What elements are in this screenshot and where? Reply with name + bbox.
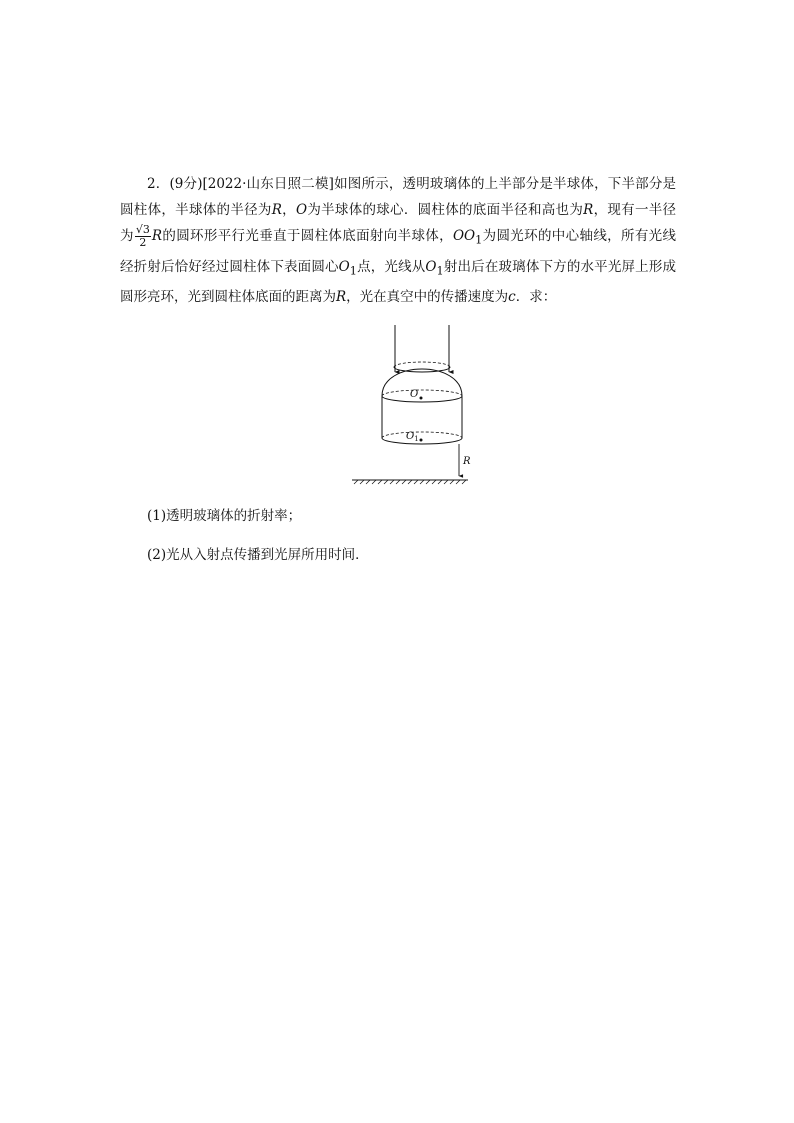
text-segment: 的圆环形平行光垂直于圆柱体底面射向半球体， xyxy=(162,228,453,244)
label-o1 xyxy=(406,431,419,443)
bottom-ellipse-back xyxy=(382,432,462,438)
diagram-svg xyxy=(340,320,480,490)
label-o1-subscript: 1 xyxy=(414,435,419,443)
subscript: 1 xyxy=(349,264,357,278)
subscript: 1 xyxy=(475,233,483,247)
text-segment: 射出后在玻璃体下方的水平光屏上形成圆形亮环，光到圆柱体底面的距离为 xyxy=(120,258,677,306)
hemisphere-outline xyxy=(382,369,462,396)
variable-c: c xyxy=(508,289,516,306)
subscript: 1 xyxy=(436,264,444,278)
fraction-denominator: 2 xyxy=(139,236,147,249)
problem-source: [2022·山东日照二模] xyxy=(202,176,334,192)
text-segment: ，现有一半径为 xyxy=(120,202,677,244)
text-segment: ， xyxy=(281,202,296,218)
variable-o: O xyxy=(295,202,308,218)
screen-hatching xyxy=(354,480,466,484)
text-segment: 为圆光环的中心轴线，所有光线经折射后恰好经过圆柱体下表面圆心 xyxy=(120,228,677,275)
fraction-sqrt3-over-2 xyxy=(135,224,151,249)
question-1: (1)透明玻璃体的折射率； xyxy=(147,508,302,524)
variable-o1: O xyxy=(425,258,437,275)
text-segment: 点，光线从 xyxy=(356,258,426,275)
variable-r: R xyxy=(151,228,163,244)
center-point-o1 xyxy=(420,439,423,442)
glass-body-diagram xyxy=(340,320,480,490)
label-o: O xyxy=(410,389,419,400)
text-segment: 如图所示，透明玻璃体的上半部分是半球体，下半部分是圆柱体，半球体的半径为 xyxy=(120,176,677,218)
fraction-numerator: √3 xyxy=(135,223,150,236)
problem-statement xyxy=(120,171,676,310)
variable-oo1: OO xyxy=(452,228,476,244)
text-segment: ．求： xyxy=(515,289,557,306)
variable-r: R xyxy=(583,202,594,218)
equator-ellipse-back xyxy=(382,390,462,396)
variable-o1: O xyxy=(338,258,350,275)
problem-points: (9分) xyxy=(169,176,203,192)
variable-r: R xyxy=(336,289,347,306)
text-segment: 为半球体的球心．圆柱体的底面半径和高也为 xyxy=(307,202,584,218)
label-r: R xyxy=(463,456,471,467)
ring-ellipse-back xyxy=(394,362,450,367)
variable-r: R xyxy=(271,202,282,218)
text-segment: ，光在真空中的传播速度为 xyxy=(346,289,509,306)
center-point-o xyxy=(420,397,423,400)
question-2: (2)光从入射点传播到光屏所用时间． xyxy=(147,547,369,563)
label-o1-letter: O xyxy=(406,431,415,442)
problem-text xyxy=(120,171,676,310)
problem-number: 2． xyxy=(147,176,170,192)
